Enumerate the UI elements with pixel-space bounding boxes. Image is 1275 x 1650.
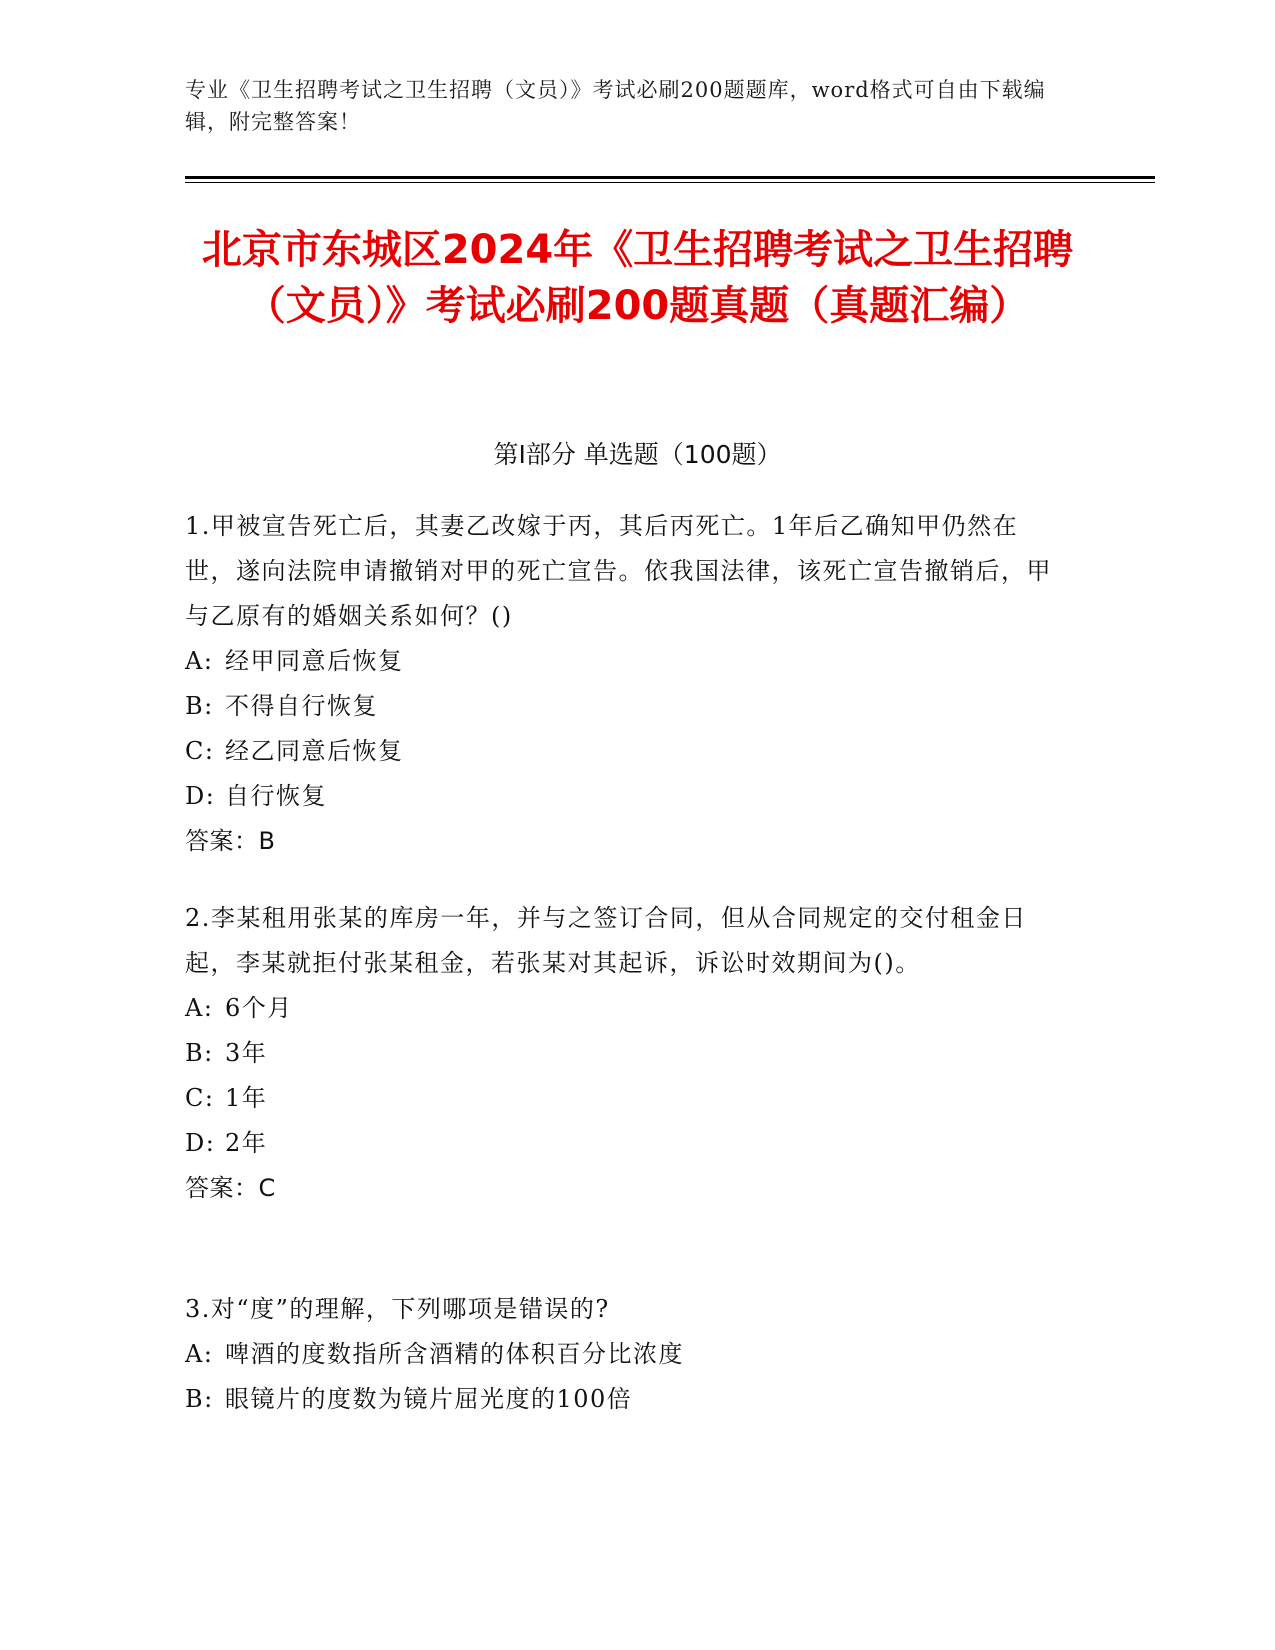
option-letter: A:: [185, 994, 214, 1022]
option-b: [185, 1377, 1065, 1422]
answer: 答案：B: [185, 827, 276, 855]
option-a: [185, 639, 1065, 684]
option-text: 3年: [225, 1039, 268, 1067]
option-letter: A:: [185, 647, 214, 675]
option-a: [185, 1332, 1065, 1377]
question-1: [185, 504, 1065, 864]
option-b: [185, 684, 1065, 729]
section-heading: 第I部分 单选题（100题）: [493, 440, 782, 469]
option-text: 1年: [225, 1084, 268, 1112]
option-c: [185, 1076, 1065, 1121]
option-letter: B:: [185, 1385, 214, 1413]
header-rule-thick: [185, 176, 1155, 179]
header-rule-thin: [185, 182, 1155, 183]
option-c: [185, 729, 1065, 774]
header-note: 专业《卫生招聘考试之卫生招聘（文员）》考试必刷200题题库，word格式可自由下载编辑，附完整答案！: [185, 78, 1046, 134]
option-letter: B:: [185, 1039, 214, 1067]
option-letter: D:: [185, 782, 216, 810]
option-text: 2年: [225, 1129, 268, 1157]
document-title: 北京市东城区2024年《卫生招聘考试之卫生招聘（文员）》考试必刷200题真题（真题汇编）: [201, 227, 1074, 329]
option-b: [185, 1031, 1065, 1076]
option-text: 啤酒的度数指所含酒精的体积百分比浓度: [225, 1340, 684, 1368]
option-d: [185, 1121, 1065, 1166]
option-letter: B:: [185, 692, 214, 720]
option-text: 6个月: [225, 994, 293, 1022]
question-stem: 1.甲被宣告死亡后，其妻乙改嫁于丙，其后丙死亡。1年后乙确知甲仍然在世，遂向法院申请撤销对甲的死亡宣告。依我国法律，该死亡宣告撤销后，甲与乙原有的婚姻关系如何？(): [185, 512, 1052, 630]
option-letter: C:: [185, 1084, 215, 1112]
question-3: [185, 1287, 1065, 1422]
option-letter: D:: [185, 1129, 216, 1157]
option-text: 自行恢复: [225, 782, 327, 810]
option-a: [185, 986, 1065, 1031]
option-text: 不得自行恢复: [225, 692, 378, 720]
option-letter: C:: [185, 737, 215, 765]
option-text: 眼镜片的度数为镜片屈光度的100倍: [225, 1385, 633, 1413]
answer: 答案：C: [185, 1174, 276, 1202]
question-stem: 2.李某租用张某的库房一年，并与之签订合同，但从合同规定的交付租金日起，李某就拒付张某租金，若张某对其起诉，诉讼时效期间为()。: [185, 904, 1027, 977]
option-letter: A:: [185, 1340, 214, 1368]
option-text: 经甲同意后恢复: [225, 647, 404, 675]
option-d: [185, 774, 1065, 819]
question-stem: 3.对“度”的理解，下列哪项是错误的?: [185, 1295, 610, 1323]
option-text: 经乙同意后恢复: [225, 737, 404, 765]
question-2: [185, 896, 1065, 1211]
